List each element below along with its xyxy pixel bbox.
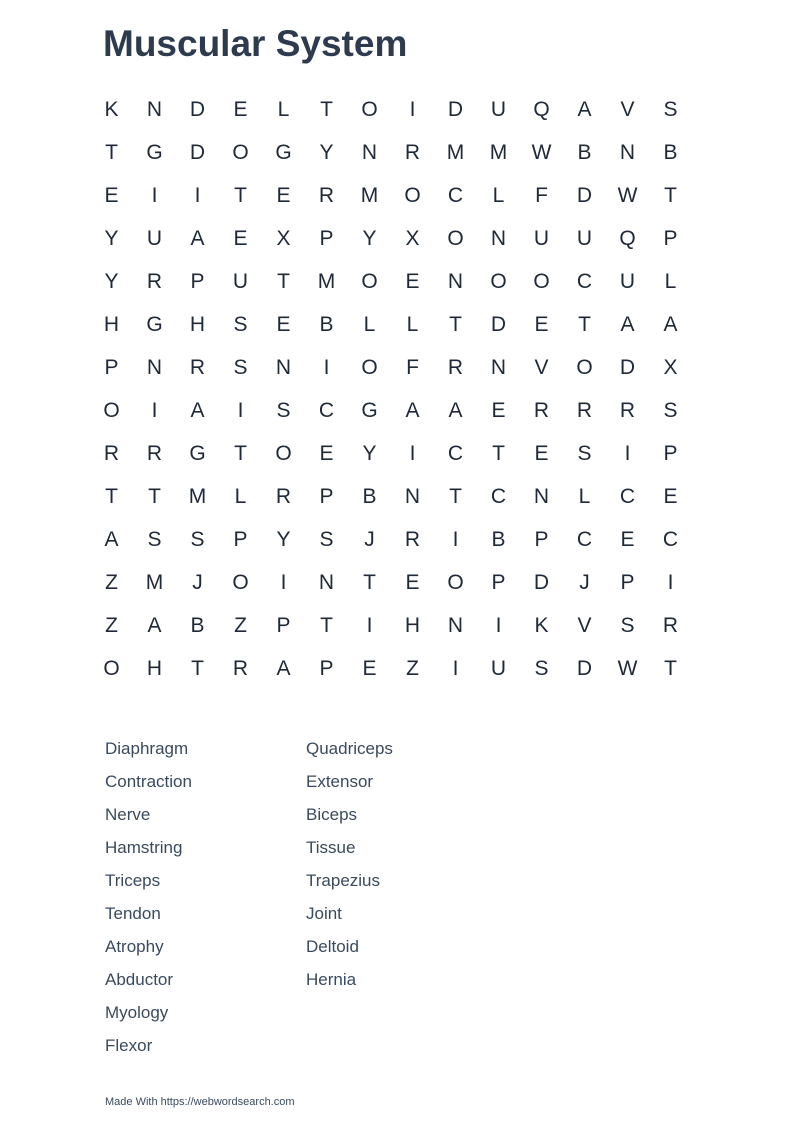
grid-letter: H (189, 313, 206, 336)
grid-letter: F (535, 184, 548, 207)
grid-letter: R (275, 485, 292, 508)
grid-letter: C (447, 442, 464, 465)
grid-letter: B (190, 614, 205, 637)
grid-letter: V (577, 614, 592, 637)
grid-letter: T (277, 270, 290, 293)
grid-letter: T (363, 571, 376, 594)
grid-letter: M (145, 571, 164, 594)
grid-letter: R (103, 442, 120, 465)
grid-letter: C (447, 184, 464, 207)
grid-letter: L (363, 313, 376, 336)
grid-letter: S (319, 528, 334, 551)
grid-letter: S (663, 98, 678, 121)
grid-letter: Y (362, 227, 377, 250)
word-list-item: Contraction (105, 772, 192, 791)
grid-letter: X (663, 356, 678, 379)
word-list-item: Triceps (105, 871, 161, 890)
grid-row (90, 475, 692, 518)
grid-letter: N (404, 485, 421, 508)
word-list-item: Hernia (306, 970, 357, 989)
grid-letter: M (360, 184, 379, 207)
grid-letter: J (192, 571, 203, 594)
grid-row (90, 389, 692, 432)
grid-letter: S (620, 614, 635, 637)
grid-letter: P (190, 270, 205, 293)
grid-letter: G (189, 442, 206, 465)
grid-letter: C (576, 270, 593, 293)
grid-letter: O (533, 270, 550, 293)
grid-letter: P (276, 614, 291, 637)
grid-letter: A (190, 399, 205, 422)
grid-letter: E (319, 442, 334, 465)
grid-letter: C (490, 485, 507, 508)
grid-letter: Y (276, 528, 291, 551)
grid-letter: B (319, 313, 334, 336)
grid-letter: C (318, 399, 335, 422)
grid-letter: U (490, 657, 507, 680)
grid-letter: A (663, 313, 678, 336)
grid-letter: U (619, 270, 636, 293)
grid-letter: U (232, 270, 249, 293)
grid-letter: O (447, 571, 464, 594)
grid-row (90, 647, 692, 690)
page-title: Muscular System (103, 23, 408, 64)
grid-letter: E (362, 657, 377, 680)
grid-letter: T (449, 313, 462, 336)
grid-letter: T (234, 184, 247, 207)
word-list-item: Tissue (306, 838, 356, 857)
grid-letter: W (617, 657, 638, 680)
grid-letter: P (491, 571, 506, 594)
grid-letter: M (188, 485, 207, 508)
grid-letter: E (405, 571, 420, 594)
grid-letter: I (409, 442, 416, 465)
grid-letter: I (452, 657, 459, 680)
grid-letter: T (664, 657, 677, 680)
grid-letter: C (662, 528, 679, 551)
grid-letter: P (319, 657, 334, 680)
grid-letter: I (237, 399, 244, 422)
grid-letter: E (233, 98, 248, 121)
grid-letter: A (620, 313, 635, 336)
grid-letter: E (534, 442, 549, 465)
grid-letter: I (452, 528, 459, 551)
grid-letter: O (103, 399, 120, 422)
grid-letter: P (663, 442, 678, 465)
grid-row (90, 561, 692, 604)
word-list-item: Trapezius (306, 871, 381, 890)
grid-letter: W (617, 184, 638, 207)
grid-letter: E (620, 528, 635, 551)
grid-letter: E (663, 485, 678, 508)
grid-letter: U (533, 227, 550, 250)
grid-letter: A (577, 98, 592, 121)
grid-letter: D (490, 313, 507, 336)
grid-letter: I (495, 614, 502, 637)
word-list-item: Quadriceps (306, 739, 393, 758)
grid-letter: Y (319, 141, 334, 164)
grid-letter: T (105, 141, 118, 164)
grid-letter: T (492, 442, 505, 465)
grid-letter: L (277, 98, 290, 121)
grid-letter: A (405, 399, 420, 422)
grid-letter: B (577, 141, 592, 164)
grid-letter: I (151, 184, 158, 207)
grid-letter: O (490, 270, 507, 293)
grid-letter: O (361, 98, 378, 121)
grid-letter: R (232, 657, 249, 680)
grid-letter: F (406, 356, 419, 379)
word-list-item: Myology (105, 1003, 169, 1022)
word-list-item: Nerve (105, 805, 151, 824)
word-list-item: Tendon (105, 904, 161, 923)
word-list-column-2 (306, 737, 393, 1001)
grid-row (90, 260, 692, 303)
grid-letter: A (104, 528, 119, 551)
grid-letter: G (361, 399, 378, 422)
word-list-item: Abductor (105, 970, 174, 989)
grid-letter: A (448, 399, 463, 422)
grid-letter: O (361, 356, 378, 379)
letter-grid (90, 88, 692, 690)
grid-letter: T (148, 485, 161, 508)
grid-letter: P (534, 528, 549, 551)
grid-letter: P (663, 227, 678, 250)
grid-letter: Y (104, 270, 119, 293)
grid-letter: T (191, 657, 204, 680)
grid-letter: N (447, 614, 464, 637)
word-list-item: Deltoid (306, 937, 359, 956)
grid-letter: Z (234, 614, 247, 637)
grid-row (90, 518, 692, 561)
grid-letter: T (664, 184, 677, 207)
grid-letter: R (189, 356, 206, 379)
grid-letter: K (104, 98, 119, 121)
grid-letter: G (275, 141, 292, 164)
grid-letter: D (576, 184, 593, 207)
grid-letter: B (663, 141, 678, 164)
grid-letter: N (146, 98, 163, 121)
grid-letter: V (620, 98, 635, 121)
grid-letter: P (319, 227, 334, 250)
grid-letter: E (491, 399, 506, 422)
grid-letter: R (404, 141, 421, 164)
grid-letter: E (276, 184, 291, 207)
grid-letter: O (447, 227, 464, 250)
grid-letter: T (578, 313, 591, 336)
grid-letter: N (318, 571, 335, 594)
grid-letter: I (624, 442, 631, 465)
grid-letter: N (490, 227, 507, 250)
grid-letter: R (146, 270, 163, 293)
grid-letter: I (667, 571, 674, 594)
word-list-item: Diaphragm (105, 739, 189, 758)
grid-letter: I (409, 98, 416, 121)
grid-letter: S (276, 399, 291, 422)
grid-letter: E (104, 184, 119, 207)
grid-letter: E (534, 313, 549, 336)
grid-letter: B (362, 485, 377, 508)
grid-letter: D (447, 98, 464, 121)
grid-letter: S (534, 657, 549, 680)
grid-letter: Y (362, 442, 377, 465)
grid-letter: D (576, 657, 593, 680)
grid-letter: S (190, 528, 205, 551)
grid-letter: D (619, 356, 636, 379)
grid-letter: V (534, 356, 549, 379)
grid-letter: R (146, 442, 163, 465)
word-list-item: Biceps (306, 805, 358, 824)
grid-letter: P (319, 485, 334, 508)
grid-letter: C (619, 485, 636, 508)
grid-letter: R (447, 356, 464, 379)
grid-letter: K (534, 614, 549, 637)
grid-letter: N (490, 356, 507, 379)
grid-letter: P (104, 356, 119, 379)
grid-letter: X (276, 227, 291, 250)
grid-letter: O (232, 571, 249, 594)
grid-letter: N (275, 356, 292, 379)
grid-row (90, 604, 692, 647)
grid-letter: Z (406, 657, 419, 680)
grid-letter: H (103, 313, 120, 336)
grid-letter: O (404, 184, 421, 207)
grid-row (90, 346, 692, 389)
grid-letter: S (577, 442, 592, 465)
grid-letter: R (533, 399, 550, 422)
word-list-item: Flexor (105, 1036, 153, 1055)
grid-letter: X (405, 227, 420, 250)
grid-letter: I (280, 571, 287, 594)
word-list-item: Atrophy (105, 937, 164, 956)
grid-letter: A (190, 227, 205, 250)
grid-letter: T (105, 485, 118, 508)
grid-letter: L (664, 270, 677, 293)
grid-letter: U (490, 98, 507, 121)
grid-letter: L (234, 485, 247, 508)
grid-letter: M (317, 270, 336, 293)
grid-row (90, 88, 692, 131)
grid-letter: I (151, 399, 158, 422)
grid-letter: O (232, 141, 249, 164)
grid-letter: U (576, 227, 593, 250)
word-list-item: Joint (306, 904, 342, 923)
grid-letter: Y (104, 227, 119, 250)
grid-letter: E (276, 313, 291, 336)
grid-letter: Q (619, 227, 636, 250)
grid-letter: T (320, 98, 333, 121)
word-list-column-1 (105, 737, 192, 1067)
grid-letter: N (619, 141, 636, 164)
grid-letter: I (366, 614, 373, 637)
grid-letter: N (146, 356, 163, 379)
grid-letter: D (189, 98, 206, 121)
grid-letter: G (146, 141, 163, 164)
grid-letter: O (576, 356, 593, 379)
grid-letter: R (318, 184, 335, 207)
grid-letter: M (489, 141, 508, 164)
grid-letter: O (103, 657, 120, 680)
grid-letter: S (233, 356, 248, 379)
grid-row (90, 174, 692, 217)
footer-credit: Made With https://webwordsearch.com (105, 1096, 295, 1108)
grid-letter: I (194, 184, 201, 207)
grid-letter: G (146, 313, 163, 336)
grid-letter: L (578, 485, 591, 508)
grid-letter: L (406, 313, 419, 336)
grid-letter: S (663, 399, 678, 422)
word-list-item: Hamstring (105, 838, 183, 857)
grid-row (90, 303, 692, 346)
grid-letter: U (146, 227, 163, 250)
grid-letter: J (579, 571, 590, 594)
grid-letter: E (233, 227, 248, 250)
grid-letter: Z (105, 571, 118, 594)
grid-letter: H (146, 657, 163, 680)
grid-letter: Z (105, 614, 118, 637)
grid-letter: N (447, 270, 464, 293)
grid-letter: N (533, 485, 550, 508)
grid-letter: R (662, 614, 679, 637)
grid-row (90, 217, 692, 260)
grid-letter: N (361, 141, 378, 164)
word-list-item: Extensor (306, 772, 374, 791)
grid-letter: H (404, 614, 421, 637)
grid-letter: O (361, 270, 378, 293)
grid-letter: A (276, 657, 291, 680)
grid-letter: T (234, 442, 247, 465)
grid-letter: J (364, 528, 375, 551)
grid-letter: B (491, 528, 506, 551)
grid-letter: O (275, 442, 292, 465)
grid-letter: R (619, 399, 636, 422)
grid-row (90, 432, 692, 475)
grid-letter: S (233, 313, 248, 336)
grid-letter: R (576, 399, 593, 422)
grid-letter: W (531, 141, 552, 164)
grid-letter: S (147, 528, 162, 551)
grid-letter: D (533, 571, 550, 594)
grid-row (90, 131, 692, 174)
grid-letter: Q (533, 98, 550, 121)
grid-letter: M (446, 141, 465, 164)
grid-letter: A (147, 614, 162, 637)
grid-letter: C (576, 528, 593, 551)
grid-letter: R (404, 528, 421, 551)
grid-letter: I (323, 356, 330, 379)
grid-letter: E (405, 270, 420, 293)
grid-letter: T (449, 485, 462, 508)
grid-letter: P (620, 571, 635, 594)
grid-letter: D (189, 141, 206, 164)
grid-letter: T (320, 614, 333, 637)
grid-letter: L (492, 184, 505, 207)
grid-letter: P (233, 528, 248, 551)
